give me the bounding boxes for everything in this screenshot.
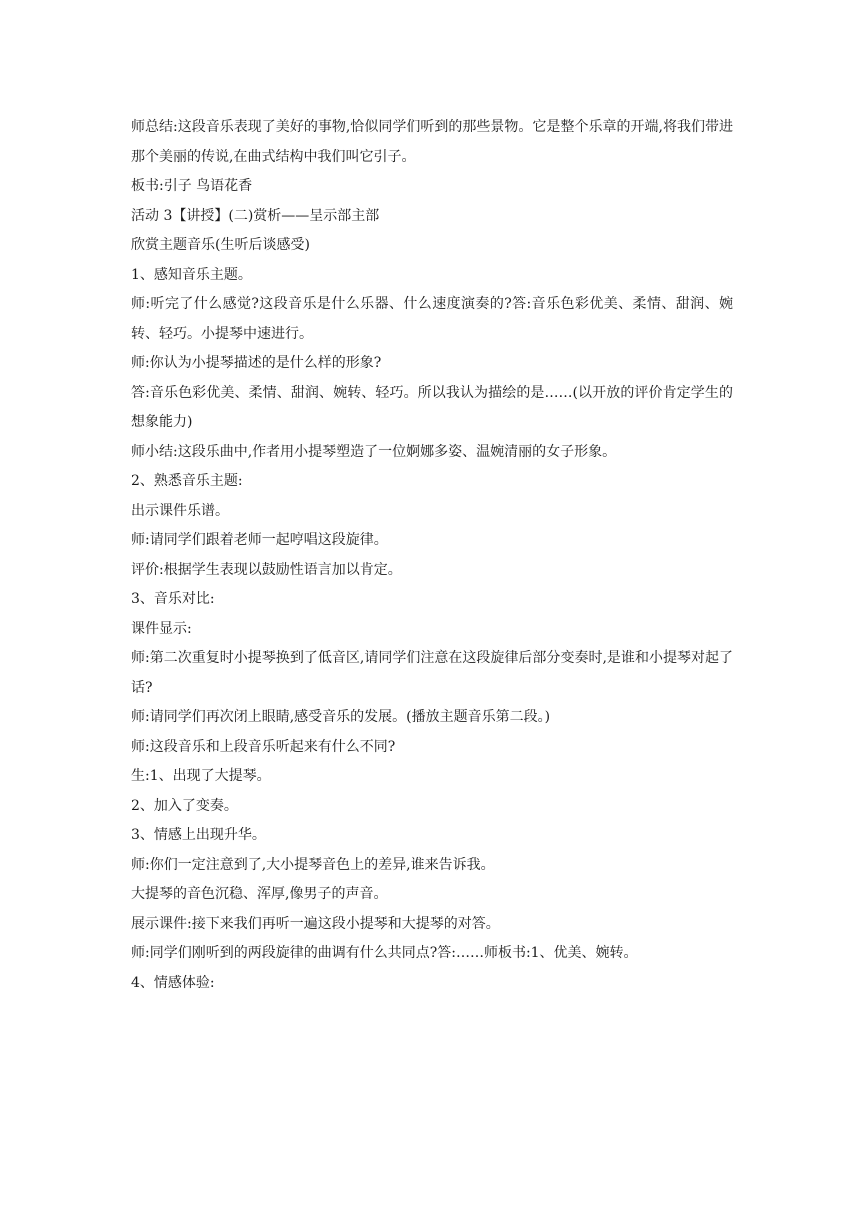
paragraph-step-3: 3、音乐对比: — [131, 591, 215, 607]
paragraph-courseware-display: 课件显示: — [131, 620, 192, 637]
paragraph-appreciate-theme: 欣赏主题音乐(生听后谈感受) — [131, 237, 310, 253]
paragraph-step-4: 4、情感体验: — [131, 974, 215, 991]
document-body — [131, 113, 733, 998]
paragraph-show-score: 出示课件乐谱。 — [131, 502, 229, 519]
paragraph-teacher-question-4: 师:这段音乐和上段音乐听起来有什么不同? — [131, 738, 396, 755]
paragraph-student-answer-2: 2、加入了变奏。 — [131, 797, 238, 814]
paragraph-answer: 答:音乐色彩优美、柔情、甜润、婉转、轻巧。所以我认为描绘的是……(以开放的评价肯定学生的想象能力) — [131, 384, 733, 430]
paragraph-teacher-question-2: 师:你认为小提琴描述的是什么样的形象? — [131, 355, 382, 371]
paragraph-cello-description: 大提琴的音色沉稳、浑厚,像男子的声音。 — [131, 886, 388, 902]
paragraph-teacher-instruction: 师:请同学们再次闭上眼睛,感受音乐的发展。(播放主题音乐第二段。) — [131, 709, 551, 725]
paragraph-teacher-question-6: 师:同学们刚听到的两段旋律的曲调有什么共同点?答:……师板书:1、优美、婉转。 — [131, 945, 638, 961]
paragraph-blackboard-intro: 板书:引子 鸟语花香 — [131, 178, 253, 194]
paragraph-student-answer-3: 3、情感上出现升华。 — [131, 827, 266, 843]
paragraph-step-2: 2、熟悉音乐主题: — [131, 473, 243, 489]
paragraph-teacher-summary: 师总结:这段音乐表现了美好的事物,恰似同学们听到的那些景物。它是整个乐章的开端,将我们带进那个美丽的传说,在曲式结构中我们叫它引子。 — [131, 119, 733, 165]
paragraph-show-courseware: 展示课件:接下来我们再听一遍这段小提琴和大提琴的对答。 — [131, 915, 500, 932]
paragraph-teacher-question-3: 师:第二次重复时小提琴换到了低音区,请同学们注意在这段旋律后部分变奏时,是谁和小提琴对起了话? — [131, 650, 733, 696]
paragraph-activity-3: 活动 3【讲授】(二)赏析——呈示部主部 — [131, 207, 380, 224]
paragraph-evaluation: 评价:根据学生表现以鼓励性语言加以肯定。 — [131, 561, 402, 578]
paragraph-step-1: 1、感知音乐主题。 — [131, 266, 252, 283]
paragraph-teacher-question-5: 师:你们一定注意到了,大小提琴音色上的差异,谁来告诉我。 — [131, 856, 495, 873]
paragraph-teacher-conclusion: 师小结:这段乐曲中,作者用小提琴塑造了一位婀娜多姿、温婉清丽的女子形象。 — [131, 443, 617, 460]
paragraph-hum-melody: 师:请同学们跟着老师一起哼唱这段旋律。 — [131, 532, 388, 548]
paragraph-teacher-question-1: 师:听完了什么感觉?这段音乐是什么乐器、什么速度演奏的?答:音乐色彩优美、柔情、甜润、婉转、轻巧。小提琴中速进行。 — [131, 296, 733, 342]
paragraph-student-answer-1: 生:1、出现了大提琴。 — [131, 768, 271, 784]
